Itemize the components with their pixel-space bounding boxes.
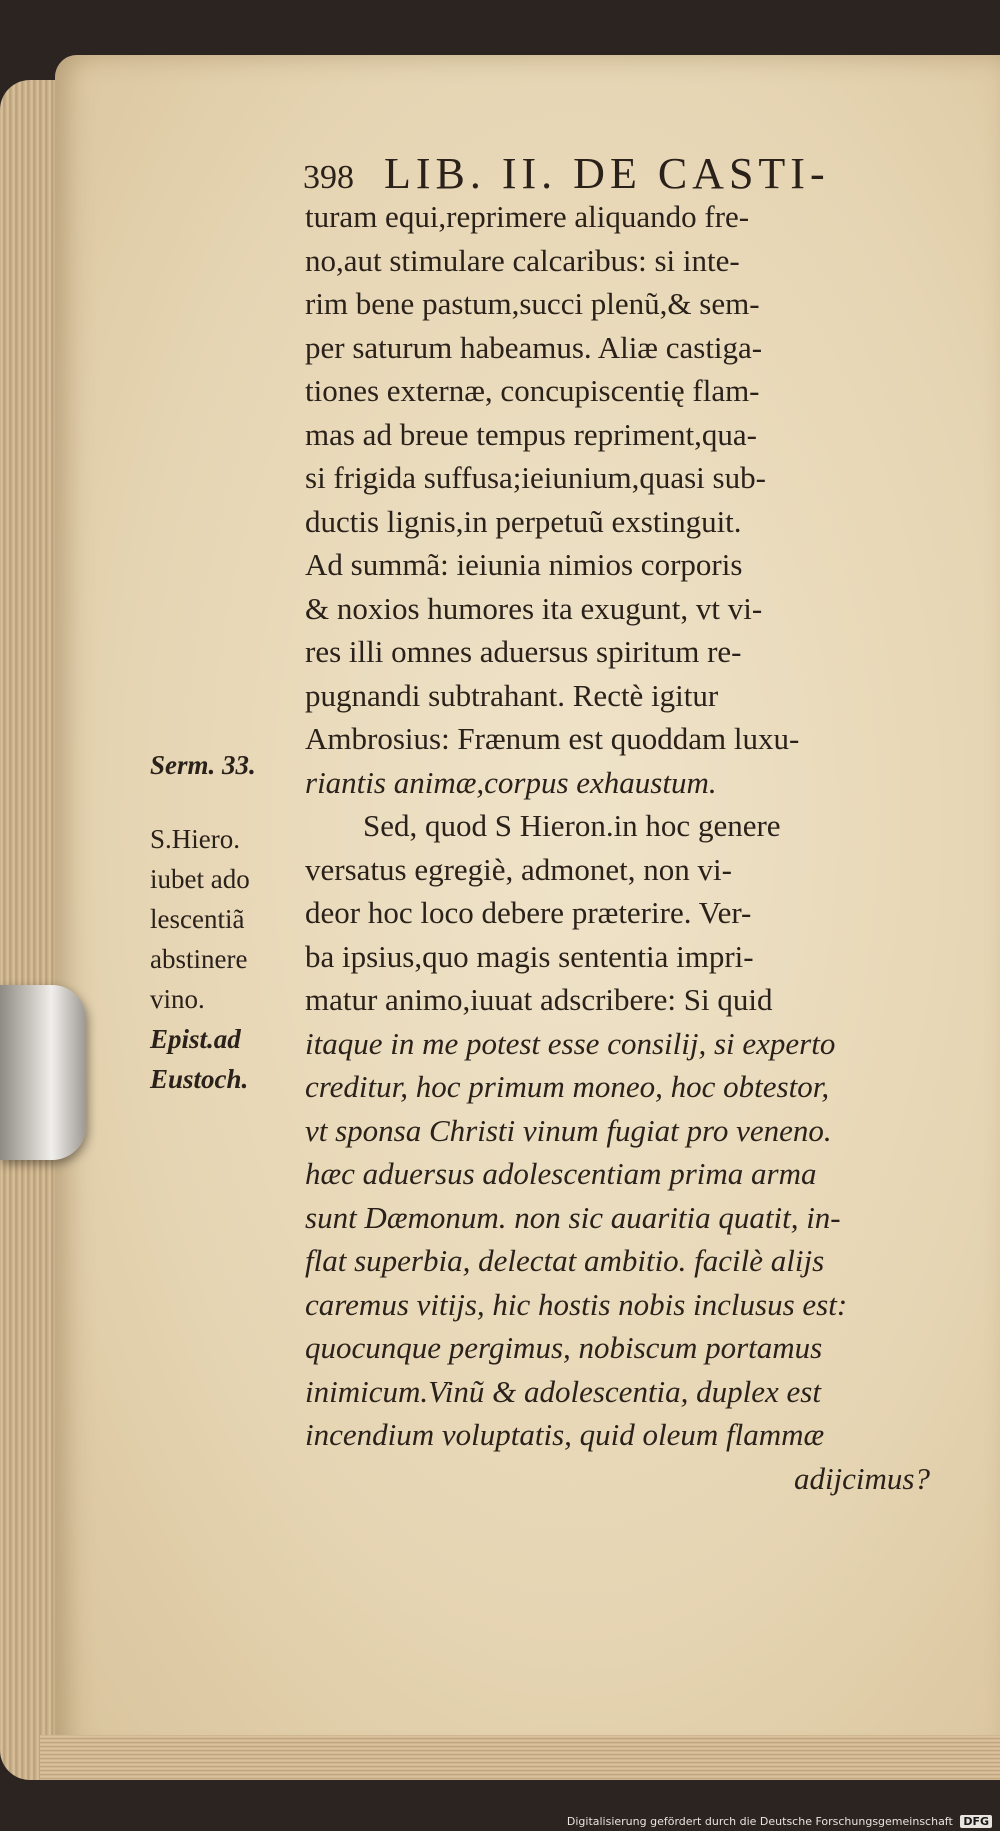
- text-line-19: matur animo,iuuat adscribere: Si quid: [305, 982, 773, 1017]
- text-line-23: hæc aduersus adolescentiam prima arma: [305, 1156, 817, 1191]
- text-line-28: inimicum.Vinũ & adolescentia, duplex est: [305, 1373, 821, 1409]
- text-line-2: no,aut stimulare calcaribus: si inte-: [305, 242, 740, 278]
- text-line-5: tiones externæ, concupiscentię flam-: [305, 373, 760, 408]
- text-line-18: ba ipsius,quo magis sententia impri-: [305, 938, 754, 974]
- text-line-9: Ad summã: ieiunia nimios corporis: [305, 547, 743, 582]
- book-clip-icon: [0, 985, 86, 1160]
- margin-note-serm: Serm. 33.: [150, 750, 256, 780]
- text-line-10: & noxios humores ita exugunt, vt vi-: [305, 590, 763, 626]
- dfg-logo: DFG: [960, 1815, 992, 1828]
- margin-notes: [150, 745, 310, 1099]
- margin-note-line: Eustoch.: [150, 1064, 249, 1094]
- text-line-30: adijcimus?: [793, 1460, 930, 1496]
- text-line-29: incendium voluptatis, quid oleum flammæ: [305, 1417, 825, 1452]
- text-line-12: pugnandi subtrahant. Rectè igitur: [305, 677, 719, 713]
- text-line-15: Sed, quod S Hieron.in hoc genere: [363, 808, 781, 843]
- running-title: LIB. II. DE CASTI-: [384, 149, 830, 198]
- margin-note-line: abstinere: [150, 944, 248, 974]
- main-text-block: [305, 195, 930, 1500]
- page-header: [303, 148, 903, 199]
- page-stack-bottom-edge: [40, 1735, 1000, 1780]
- margin-note-line: Epist.ad: [150, 1024, 241, 1054]
- text-line-14: riantis animæ,corpus exhaustum.: [305, 764, 717, 800]
- digitization-credit: [567, 1815, 992, 1828]
- text-line-16: versatus egregiè, admonet, non vi-: [305, 851, 732, 887]
- text-line-1: turam equi,reprimere aliquando fre-: [305, 199, 750, 234]
- credit-text: Digitalisierung gefördert durch die Deutsche Forschungsgemeinschaft: [566, 1815, 953, 1828]
- text-line-22: vt sponsa Christi vinum fugiat pro veneno.: [305, 1112, 832, 1148]
- text-line-8: ductis lignis,in perpetuũ exstinguit.: [305, 503, 742, 539]
- margin-note-line: vino.: [150, 984, 205, 1014]
- text-line-24: sunt Dæmonum. non sic auaritia quatit, in-: [305, 1199, 841, 1235]
- text-line-26: caremus vitijs, hic hostis nobis inclusus est:: [305, 1286, 848, 1322]
- page-number: 398: [303, 159, 354, 196]
- text-line-25: flat superbia, delectat ambitio. facilè alijs: [305, 1243, 825, 1278]
- margin-note-line: S.Hiero.: [150, 824, 240, 854]
- text-line-6: mas ad breue tempus repriment,qua-: [305, 416, 757, 452]
- text-line-4: per saturum habeamus. Aliæ castiga-: [305, 329, 763, 365]
- text-line-17: deor hoc loco debere præterire. Ver-: [305, 895, 752, 930]
- text-line-27: quocunque pergimus, nobiscum portamus: [305, 1330, 823, 1365]
- text-line-13: Ambrosius: Frænum est quoddam luxu-: [305, 721, 800, 756]
- margin-note-line: iubet ado: [150, 864, 250, 894]
- text-line-7: si frigida suffusa;ieiunium,quasi sub-: [305, 460, 766, 495]
- text-line-21: creditur, hoc primum moneo, hoc obtestor,: [305, 1069, 830, 1104]
- text-line-11: res illi omnes aduersus spiritum re-: [305, 634, 742, 669]
- margin-note-line: lescentiã: [150, 904, 245, 934]
- text-line-3: rim bene pastum,succi plenũ,& sem-: [305, 286, 760, 321]
- text-line-20: itaque in me potest esse consilij, si experto: [305, 1025, 836, 1061]
